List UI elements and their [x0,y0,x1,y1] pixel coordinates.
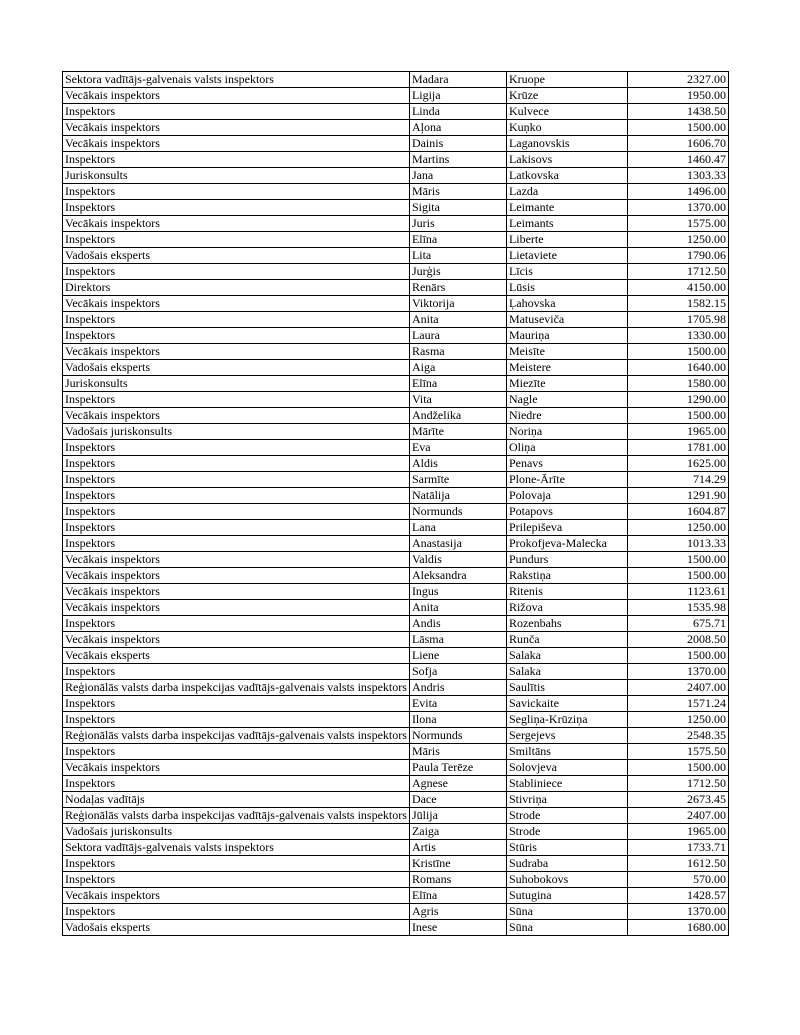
table-row [63,360,729,376]
table-row [63,168,729,184]
salary-cell: 1790.06 [627,248,728,264]
position-cell: Vadošais eksperts [63,920,410,936]
position-cell: Vecākais inspektors [63,888,410,904]
table-row [63,872,729,888]
position-cell: Reģionālās valsts darba inspekcijas vadītājs-galvenais valsts inspektors [63,680,410,696]
table-row [63,72,729,88]
last-name-cell: Prilepiševa [506,520,627,536]
position-cell: Inspektors [63,616,410,632]
table-row [63,616,729,632]
salary-cell: 1428.57 [627,888,728,904]
position-cell: Inspektors [63,488,410,504]
salary-cell: 1250.00 [627,520,728,536]
position-cell: Vecākais inspektors [63,632,410,648]
table-row [63,568,729,584]
last-name-cell: Leimante [506,200,627,216]
last-name-cell: Sergejevs [506,728,627,744]
salary-cell: 2407.00 [627,808,728,824]
position-cell: Inspektors [63,232,410,248]
salary-cell: 1330.00 [627,328,728,344]
last-name-cell: Sūna [506,920,627,936]
salary-cell: 1438.50 [627,104,728,120]
last-name-cell: Mauriņa [506,328,627,344]
first-name-cell: Paula Terēze [409,760,506,776]
last-name-cell: Suhobokovs [506,872,627,888]
last-name-cell: Smiltāns [506,744,627,760]
salary-cell: 2327.00 [627,72,728,88]
table-row [63,328,729,344]
last-name-cell: Laganovskis [506,136,627,152]
salary-cell: 1500.00 [627,568,728,584]
salary-cell: 1640.00 [627,360,728,376]
first-name-cell: Aldis [409,456,506,472]
last-name-cell: Lazda [506,184,627,200]
last-name-cell: Salaka [506,648,627,664]
table-row [63,888,729,904]
last-name-cell: Matuseviča [506,312,627,328]
last-name-cell: Miezīte [506,376,627,392]
salary-cell: 1250.00 [627,232,728,248]
position-cell: Vecākais inspektors [63,552,410,568]
table-row [63,248,729,264]
position-cell: Sektora vadītājs-galvenais valsts inspektors [63,840,410,856]
salary-cell: 1680.00 [627,920,728,936]
table-row [63,840,729,856]
last-name-cell: Kruope [506,72,627,88]
first-name-cell: Madara [409,72,506,88]
first-name-cell: Kristīne [409,856,506,872]
position-cell: Nodaļas vadītājs [63,792,410,808]
salary-cell: 1500.00 [627,552,728,568]
first-name-cell: Andris [409,680,506,696]
salary-cell: 1535.98 [627,600,728,616]
salary-cell: 1712.50 [627,264,728,280]
salary-cell: 1712.50 [627,776,728,792]
table-row [63,664,729,680]
table-row [63,392,729,408]
position-cell: Vecākais inspektors [63,568,410,584]
salary-cell: 1500.00 [627,408,728,424]
first-name-cell: Elīna [409,888,506,904]
first-name-cell: Mārīte [409,424,506,440]
last-name-cell: Polovaja [506,488,627,504]
position-cell: Inspektors [63,472,410,488]
table-row [63,296,729,312]
position-cell: Inspektors [63,520,410,536]
first-name-cell: Elīna [409,376,506,392]
position-cell: Inspektors [63,696,410,712]
table-row [63,440,729,456]
last-name-cell: Saulītis [506,680,627,696]
last-name-cell: Sūna [506,904,627,920]
first-name-cell: Aiga [409,360,506,376]
table-row [63,792,729,808]
first-name-cell: Linda [409,104,506,120]
table-row [63,216,729,232]
last-name-cell: Sutugina [506,888,627,904]
salary-cell: 1370.00 [627,664,728,680]
table-row [63,232,729,248]
last-name-cell: Liberte [506,232,627,248]
last-name-cell: Rakstiņa [506,568,627,584]
first-name-cell: Andželika [409,408,506,424]
last-name-cell: Strode [506,808,627,824]
table-row [63,408,729,424]
first-name-cell: Lita [409,248,506,264]
last-name-cell: Meistere [506,360,627,376]
salary-cell: 1303.33 [627,168,728,184]
position-cell: Vecākais inspektors [63,136,410,152]
position-cell: Juriskonsults [63,376,410,392]
position-cell: Vecākais inspektors [63,760,410,776]
first-name-cell: Aleksandra [409,568,506,584]
first-name-cell: Inese [409,920,506,936]
salary-cell: 570.00 [627,872,728,888]
salary-cell: 1460.47 [627,152,728,168]
position-cell: Inspektors [63,392,410,408]
table-row [63,120,729,136]
employee-salary-table [62,71,729,936]
first-name-cell: Viktorija [409,296,506,312]
first-name-cell: Normunds [409,728,506,744]
position-cell: Vadošais juriskonsults [63,824,410,840]
last-name-cell: Lietaviete [506,248,627,264]
table-row [63,728,729,744]
salary-cell: 2673.45 [627,792,728,808]
last-name-cell: Kuņko [506,120,627,136]
last-name-cell: Penavs [506,456,627,472]
position-cell: Inspektors [63,184,410,200]
first-name-cell: Andis [409,616,506,632]
last-name-cell: Noriņa [506,424,627,440]
position-cell: Inspektors [63,872,410,888]
first-name-cell: Elīna [409,232,506,248]
first-name-cell: Sofja [409,664,506,680]
first-name-cell: Dainis [409,136,506,152]
table-row [63,760,729,776]
first-name-cell: Lāsma [409,632,506,648]
first-name-cell: Sarmīte [409,472,506,488]
table-row [63,264,729,280]
position-cell: Inspektors [63,856,410,872]
last-name-cell: Kulvece [506,104,627,120]
table-row [63,824,729,840]
salary-cell: 1781.00 [627,440,728,456]
position-cell: Inspektors [63,104,410,120]
table-row [63,584,729,600]
position-cell: Vecākais inspektors [63,120,410,136]
salary-cell: 1291.90 [627,488,728,504]
last-name-cell: Lakisovs [506,152,627,168]
last-name-cell: Salaka [506,664,627,680]
last-name-cell: Stabliniece [506,776,627,792]
position-cell: Inspektors [63,440,410,456]
salary-cell: 714.29 [627,472,728,488]
table-row [63,808,729,824]
position-cell: Inspektors [63,456,410,472]
table-row [63,152,729,168]
first-name-cell: Renārs [409,280,506,296]
table-row [63,776,729,792]
position-cell: Vadošais eksperts [63,360,410,376]
first-name-cell: Eva [409,440,506,456]
position-cell: Inspektors [63,312,410,328]
last-name-cell: Potapovs [506,504,627,520]
first-name-cell: Agnese [409,776,506,792]
salary-cell: 675.71 [627,616,728,632]
salary-cell: 1580.00 [627,376,728,392]
position-cell: Inspektors [63,904,410,920]
first-name-cell: Rasma [409,344,506,360]
first-name-cell: Ilona [409,712,506,728]
position-cell: Vecākais eksperts [63,648,410,664]
table-row [63,856,729,872]
last-name-cell: Savickaite [506,696,627,712]
last-name-cell: Oliņa [506,440,627,456]
table-row [63,104,729,120]
first-name-cell: Juris [409,216,506,232]
position-cell: Inspektors [63,264,410,280]
position-cell: Reģionālās valsts darba inspekcijas vadītājs-galvenais valsts inspektors [63,808,410,824]
position-cell: Vadošais juriskonsults [63,424,410,440]
first-name-cell: Evita [409,696,506,712]
position-cell: Direktors [63,280,410,296]
first-name-cell: Artis [409,840,506,856]
salary-cell: 1606.70 [627,136,728,152]
last-name-cell: Sudraba [506,856,627,872]
table-row [63,376,729,392]
last-name-cell: Līcis [506,264,627,280]
salary-cell: 1582.15 [627,296,728,312]
table-row [63,712,729,728]
first-name-cell: Vita [409,392,506,408]
position-cell: Vecākais inspektors [63,344,410,360]
salary-cell: 1965.00 [627,424,728,440]
position-cell: Inspektors [63,504,410,520]
table-row [63,312,729,328]
first-name-cell: Māris [409,184,506,200]
table-row [63,488,729,504]
position-cell: Reģionālās valsts darba inspekcijas vadītājs-galvenais valsts inspektors [63,728,410,744]
position-cell: Vadošais eksperts [63,248,410,264]
first-name-cell: Aļona [409,120,506,136]
last-name-cell: Rižova [506,600,627,616]
table-row [63,552,729,568]
last-name-cell: Ritenis [506,584,627,600]
first-name-cell: Jana [409,168,506,184]
salary-cell: 1604.87 [627,504,728,520]
last-name-cell: Latkovska [506,168,627,184]
last-name-cell: Stivriņa [506,792,627,808]
salary-cell: 1500.00 [627,120,728,136]
first-name-cell: Normunds [409,504,506,520]
table-row [63,88,729,104]
salary-cell: 1500.00 [627,648,728,664]
table-row [63,536,729,552]
last-name-cell: Runča [506,632,627,648]
table-row [63,136,729,152]
position-cell: Juriskonsults [63,168,410,184]
first-name-cell: Sigita [409,200,506,216]
first-name-cell: Liene [409,648,506,664]
position-cell: Vecākais inspektors [63,600,410,616]
first-name-cell: Anita [409,600,506,616]
first-name-cell: Natālija [409,488,506,504]
table-row [63,344,729,360]
first-name-cell: Ingus [409,584,506,600]
salary-cell: 1733.71 [627,840,728,856]
salary-cell: 1950.00 [627,88,728,104]
last-name-cell: Rozenbahs [506,616,627,632]
last-name-cell: Lūsis [506,280,627,296]
position-cell: Inspektors [63,200,410,216]
position-cell: Inspektors [63,744,410,760]
last-name-cell: Prokofjeva-Malecka [506,536,627,552]
position-cell: Sektora vadītājs-galvenais valsts inspektors [63,72,410,88]
position-cell: Vecākais inspektors [63,296,410,312]
first-name-cell: Lana [409,520,506,536]
table-row [63,904,729,920]
table-row [63,600,729,616]
table-row [63,696,729,712]
first-name-cell: Jurģis [409,264,506,280]
first-name-cell: Romans [409,872,506,888]
table-row [63,280,729,296]
table-row [63,648,729,664]
salary-cell: 1612.50 [627,856,728,872]
salary-cell: 2407.00 [627,680,728,696]
position-cell: Inspektors [63,152,410,168]
salary-cell: 1290.00 [627,392,728,408]
salary-cell: 1123.61 [627,584,728,600]
salary-cell: 2548.35 [627,728,728,744]
first-name-cell: Dace [409,792,506,808]
position-cell: Vecākais inspektors [63,216,410,232]
first-name-cell: Laura [409,328,506,344]
first-name-cell: Agris [409,904,506,920]
position-cell: Vecākais inspektors [63,584,410,600]
table-row [63,680,729,696]
first-name-cell: Martins [409,152,506,168]
last-name-cell: Strode [506,824,627,840]
position-cell: Inspektors [63,712,410,728]
table-row [63,472,729,488]
table-row [63,200,729,216]
position-cell: Inspektors [63,328,410,344]
last-name-cell: Ļahovska [506,296,627,312]
last-name-cell: Stūris [506,840,627,856]
salary-cell: 1571.24 [627,696,728,712]
table-row [63,520,729,536]
first-name-cell: Māris [409,744,506,760]
salary-cell: 1575.00 [627,216,728,232]
table-row [63,184,729,200]
salary-cell: 1496.00 [627,184,728,200]
last-name-cell: Pundurs [506,552,627,568]
salary-cell: 1965.00 [627,824,728,840]
position-cell: Vecākais inspektors [63,408,410,424]
salary-cell: 1705.98 [627,312,728,328]
position-cell: Vecākais inspektors [63,88,410,104]
salary-cell: 1370.00 [627,200,728,216]
salary-cell: 1013.33 [627,536,728,552]
salary-cell: 1500.00 [627,760,728,776]
salary-cell: 4150.00 [627,280,728,296]
first-name-cell: Zaiga [409,824,506,840]
last-name-cell: Meisīte [506,344,627,360]
last-name-cell: Plone-Ārīte [506,472,627,488]
table-row [63,504,729,520]
last-name-cell: Nagle [506,392,627,408]
position-cell: Inspektors [63,776,410,792]
position-cell: Inspektors [63,664,410,680]
last-name-cell: Solovjeva [506,760,627,776]
salary-cell: 1625.00 [627,456,728,472]
table-row [63,424,729,440]
table-row [63,920,729,936]
last-name-cell: Leimants [506,216,627,232]
last-name-cell: Segliņa-Krūziņa [506,712,627,728]
table-row [63,632,729,648]
table-row [63,456,729,472]
table-row [63,744,729,760]
first-name-cell: Anastasija [409,536,506,552]
last-name-cell: Krūze [506,88,627,104]
salary-cell: 1250.00 [627,712,728,728]
first-name-cell: Valdis [409,552,506,568]
salary-cell: 1500.00 [627,344,728,360]
last-name-cell: Niedre [506,408,627,424]
salary-cell: 1370.00 [627,904,728,920]
first-name-cell: Anita [409,312,506,328]
table-body [63,72,729,936]
salary-cell: 2008.50 [627,632,728,648]
position-cell: Inspektors [63,536,410,552]
first-name-cell: Ligija [409,88,506,104]
first-name-cell: Jūlija [409,808,506,824]
salary-cell: 1575.50 [627,744,728,760]
